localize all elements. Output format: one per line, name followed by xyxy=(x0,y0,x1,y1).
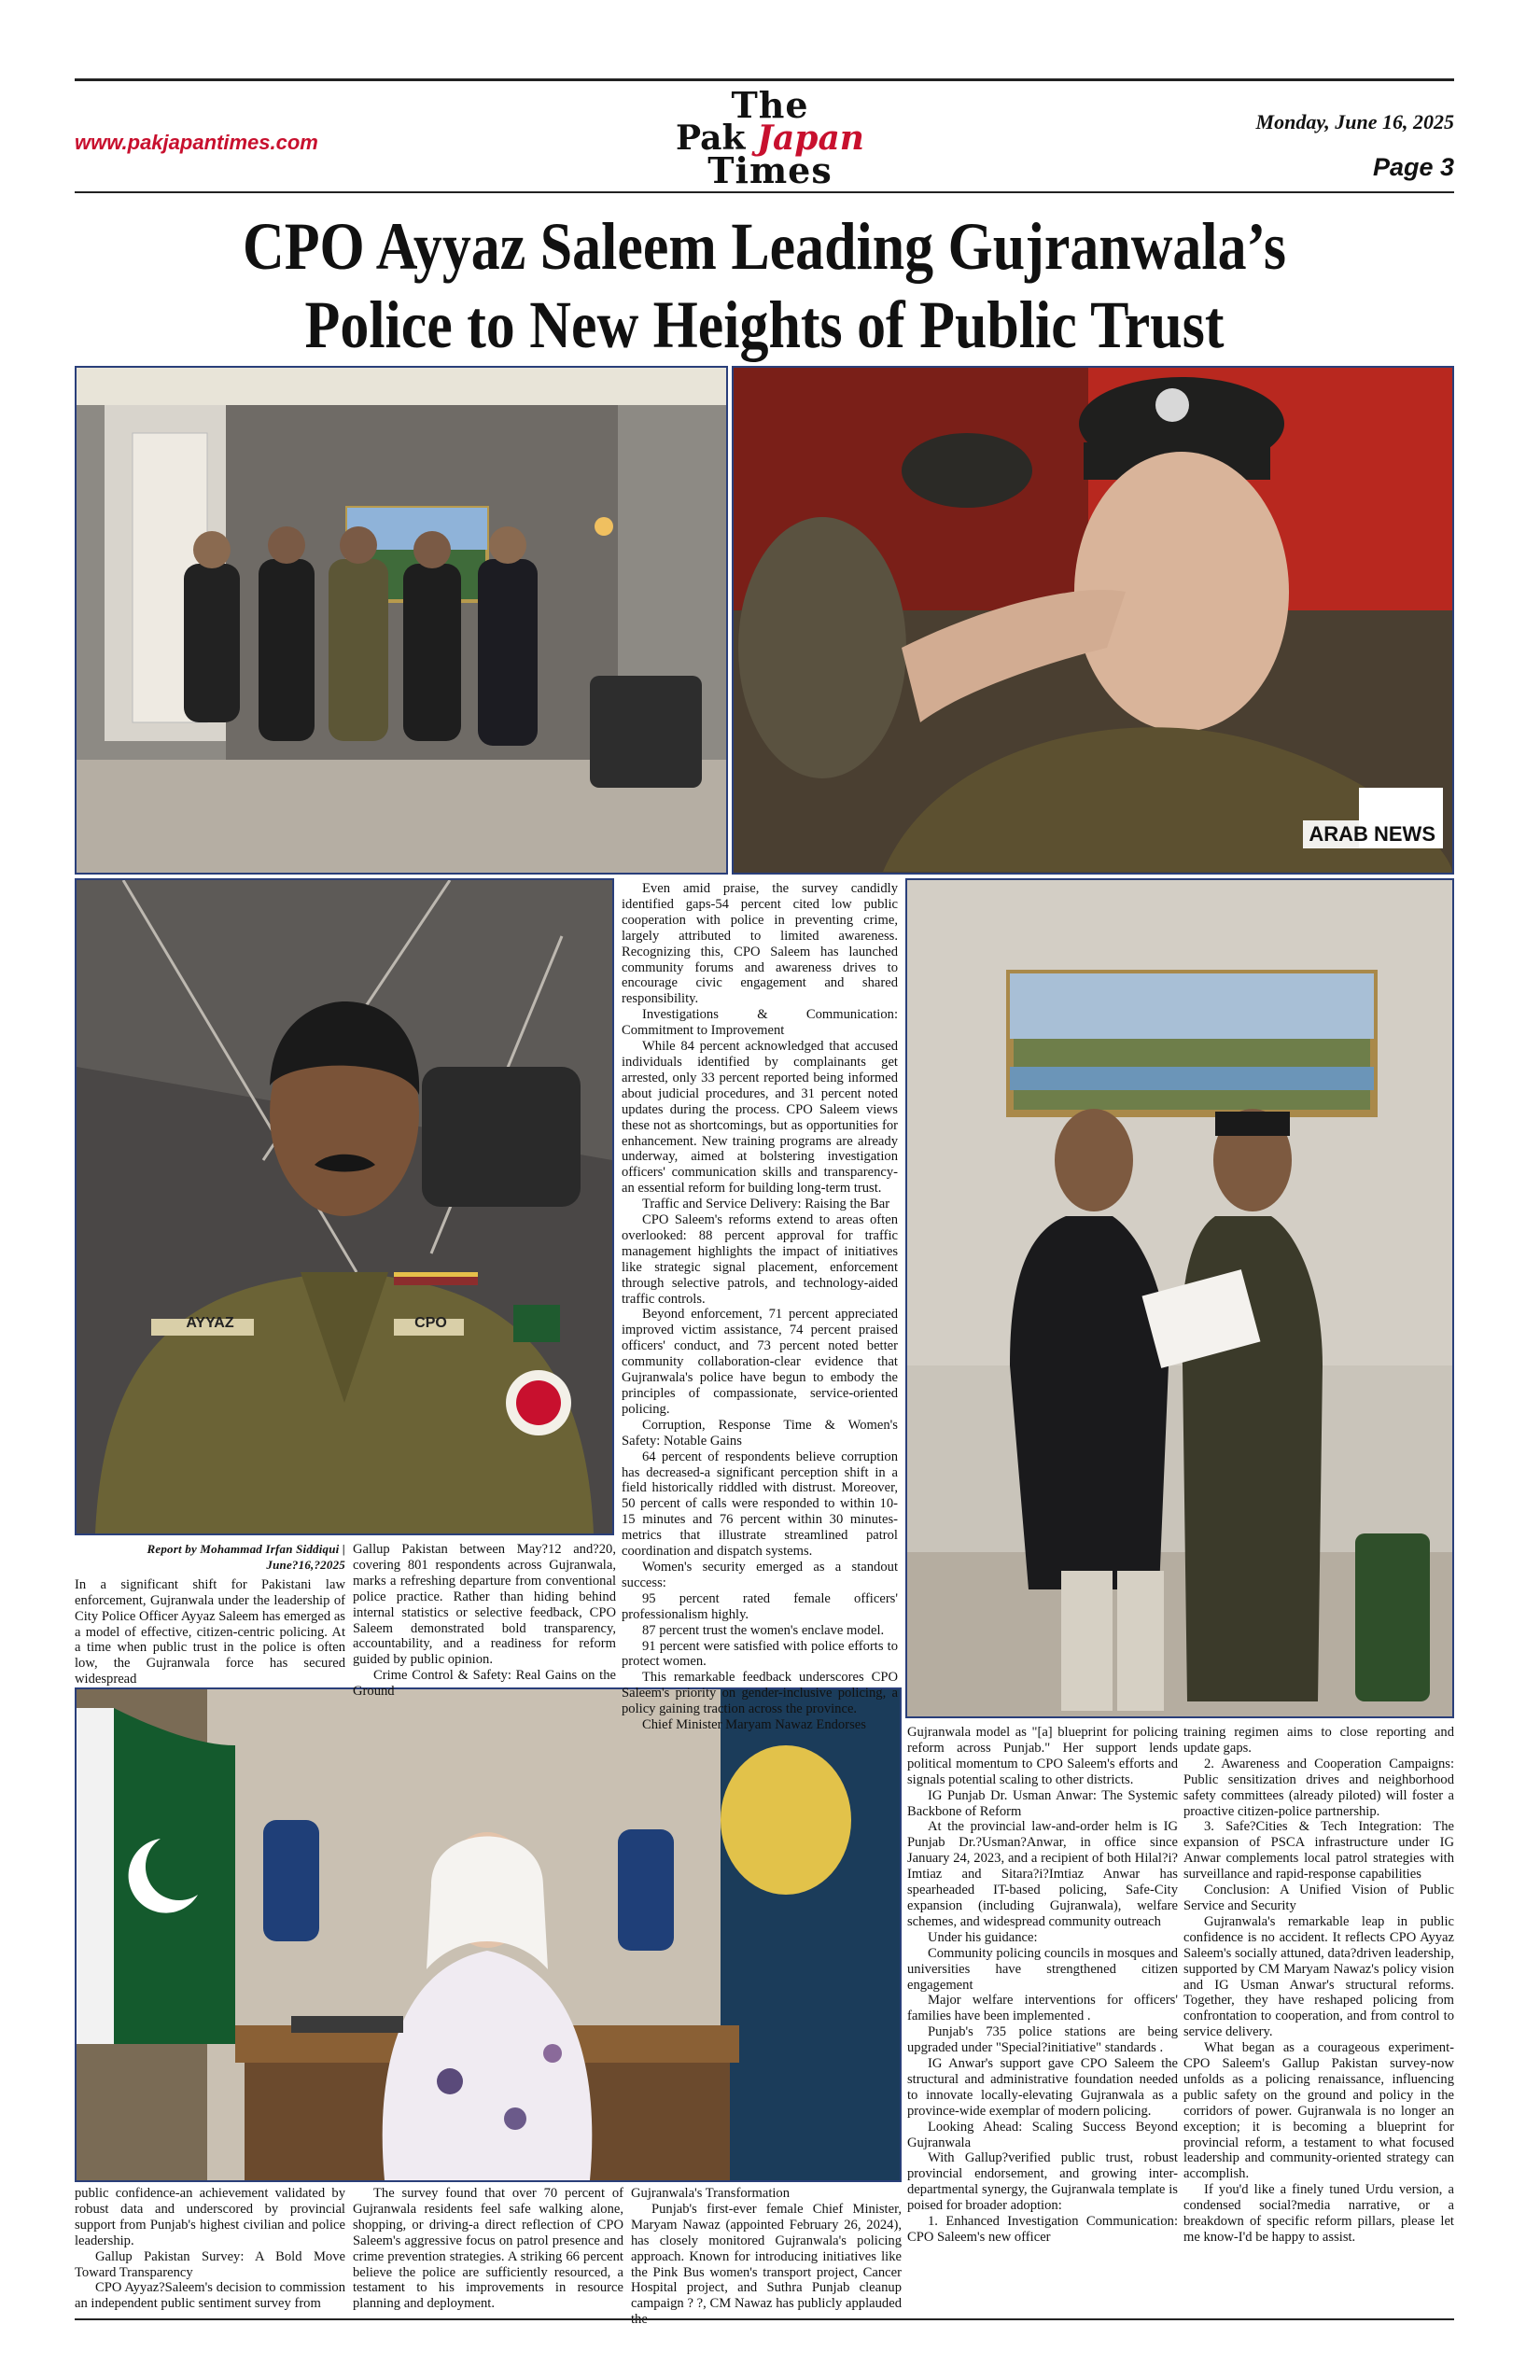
paragraph: training regimen aims to close reporting and update gaps. xyxy=(1183,1725,1454,1756)
paragraph: Gujranwala's remarkable leap in public confidence is no accident. It reflects CPO Ayyaz Saleem's socially attuned, data?driven leadership, supported by CM Maryam Nawaz's policy vision and IG Usman Anwar's structural reforms. Together, they have reshaped policing from confrontation to cooperation, and from control to service delivery. xyxy=(1183,1913,1454,2040)
subheading: Conclusion: A Unified Vision of Public Service and Security xyxy=(1183,1883,1454,1913)
paragraph: Women's security emerged as a standout success: xyxy=(622,1559,898,1590)
issue-date: Monday, June 16, 2025 xyxy=(1255,110,1454,133)
paragraph: 95 percent rated female officers' professionalism highly. xyxy=(622,1590,898,1622)
paragraph: The survey found that over 70 percent of Gujranwala residents feel safe walking alone, shopping, or driving-a direct reflection of CPO Saleem's aggressive focus on patrol presence and crime prevention strategies. A striking 66 percent believe the police are sufficiently resourced, a testament to his improvements in resource planning and deployment. xyxy=(353,2186,623,2312)
officer-salute-photo xyxy=(732,366,1454,875)
paragraph: What began as a courageous experiment-CPO Saleem's Gallup Pakistan survey-now unfolds as a policing renaissance, influencing public safety on the ground and policy in the corridors of power. Gujranwala is no longer an exception; it is becoming a blueprint for provincial reform, a testament to what focused leadership and community-oriented strategy can accomplish. xyxy=(1183,2040,1454,2182)
paragraph: Gujranwala model as "[a] blueprint for policing reform across Punjab." Her support lends political momentum to CPO Saleem's efforts and signals potential scaling to other districts. xyxy=(907,1725,1178,1787)
logo-line-3: Times xyxy=(707,149,833,191)
paragraph: Punjab's first-ever female Chief Minister, Maryam Nawaz (appointed February 26, 2024), has closely monitored Gujranwala's policing approach. Known for introducing initiatives like the Pink Bus women's transport project, Cancer Hospital project, and Suthra Punjab cleanup campaign ? ?, CM Nawaz has publicly applauded xyxy=(631,2201,902,2312)
portrait-rank-tag: CPO xyxy=(414,1315,447,1331)
article-column-6 xyxy=(75,2186,345,2312)
paragraph: IG Anwar's support gave CPO Saleem the structural and administrative foundation needed to innovate locally-elevating Gujranwala as a province-wide exemplar of modern policing. xyxy=(907,2056,1178,2119)
paragraph: This remarkable feedback underscores CPO Saleem's priority on gender-inclusive policing, a policy gaining traction across the province. xyxy=(622,1670,898,1717)
paragraph: public confidence-an achievement validated by robust data and underscored by provincial support from Punjab's highest civilian and police leadership. xyxy=(75,2186,345,2248)
byline-author: Report by Mohammad Irfan Siddiqui | xyxy=(147,1542,345,1556)
article-column-7 xyxy=(353,2186,623,2312)
headline-line-2: Police to New Heights of Public Trust xyxy=(304,287,1225,362)
cpo-portrait-photo xyxy=(75,878,614,1535)
document-handover-photo xyxy=(905,878,1454,1718)
paragraph: 2. Awareness and Cooperation Campaigns: Public sensitization drives and neighborhood safety committees (already piloted) will foster a proactive citizen-police partnership. xyxy=(1183,1756,1454,1819)
byline-date: June?16,?2025 xyxy=(266,1557,345,1572)
paragraph: 1. Enhanced Investigation Communication: CPO Saleem's new officer xyxy=(907,2214,1178,2245)
paragraph: If you'd like a finely tuned Urdu version, a condensed social?media narrative, or a breakdown of specific reform pillars, please let me know-I'd be happy to assist. xyxy=(1183,2182,1454,2245)
subheading: Traffic and Service Delivery: Raising the Bar xyxy=(642,1197,890,1212)
subheading: Looking Ahead: Scaling Success Beyond Gujranwala xyxy=(907,2119,1178,2150)
subheading: Gujranwala's Transformation xyxy=(631,2186,791,2201)
headline-line-1: CPO Ayyaz Saleem Leading Gujranwala’s xyxy=(242,209,1286,284)
bottom-rule xyxy=(75,2318,1454,2320)
paragraph: 91 percent were satisfied with police efforts to protect women. xyxy=(622,1638,898,1670)
paragraph: Gallup Pakistan between May?12 and?20, covering 801 respondents across Gujranwala, marks a refreshing departure from conventional police practice. Rather than hiding behind internal statistics or selective feedback, CPO Saleem demonstrated bold transparency, accountability, and a readiness for reform guided by public opinion. xyxy=(353,1542,616,1668)
article-column-5 xyxy=(1183,1725,1454,2303)
paragraph: At the provincial law-and-order helm is IG Punjab Dr.?Usman?Anwar, in office since January 24, 2023, and a recipient of both Hilal?i?Imtiaz and Sitara?i?Imtiaz Anwar has spearheaded IT-based policing, Safe-City expansion (including Gujranwala), welfare schemes, and widespread community outreach xyxy=(907,1819,1178,1929)
chief-minister-office-photo xyxy=(75,1687,902,2182)
paragraph: Beyond enforcement, 71 percent appreciated improved victim assistance, 74 percent praised officers' conduct, and 73 percent noted better community collaboration-clear evidence that Gujranwala's police have begun to embody the principles of compassionate, service-oriented policing. xyxy=(622,1307,898,1417)
paragraph: Under his guidance: xyxy=(928,1929,1038,1945)
article-column-8 xyxy=(631,2186,902,2312)
paragraph: Major welfare interventions for officers' families have been implemented . xyxy=(907,1993,1178,2024)
article-column-3 xyxy=(622,881,898,1733)
subheading: IG Punjab Dr. Usman Anwar: The Systemic Backbone of Reform xyxy=(907,1787,1178,1819)
arab-news-watermark: ARAB NEWS xyxy=(1303,820,1441,848)
byline xyxy=(75,1542,345,1574)
logo-word-japan: Japan xyxy=(756,119,864,158)
paragraph: Even amid praise, the survey candidly identified gaps-54 percent cited low public cooperation with police in preventing crime, largely attributed to limited awareness. Recognizing this, CPO Saleem has launched community forums and awareness drives to encourage civic engagement and shared responsibility. xyxy=(622,881,898,1007)
portrait-name-tag: AYYAZ xyxy=(186,1315,234,1331)
subheading: Investigations & Communication: Commitment to Improvement xyxy=(622,1007,898,1039)
paragraph: With Gallup?verified public trust, robust provincial endorsement, and growing inter-departmental synergy, the Gujranwala template is poised for broader adoption: xyxy=(907,2150,1178,2214)
paragraph: Punjab's 735 police stations are being upgraded under "Special?initiative" standards . xyxy=(907,2024,1178,2056)
article-column-2 xyxy=(353,1542,616,1700)
subheading: Corruption, Response Time & Women's Safety: Notable Gains xyxy=(622,1417,898,1449)
paragraph: Chief Minister Maryam Nawaz Endorses xyxy=(642,1717,866,1733)
header-rule xyxy=(75,191,1454,193)
paragraph: 87 percent trust the women's enclave model. xyxy=(642,1622,885,1638)
headline xyxy=(171,207,1357,364)
page-number: Page 3 xyxy=(1372,153,1454,181)
paragraph: While 84 percent acknowledged that accused individuals identified by complainants get arrested, only 33 percent reported being informed about judicial procedures, and 31 percent noted updates during the process. CPO Saleem views these not as shortcomings, but as opportunities for enhancement. New training programs are already underway, aimed at bolstering investigation officers' communication skills and transparency-an essential reform for building long-term trust. xyxy=(622,1039,898,1197)
article-column-4 xyxy=(907,1725,1178,2303)
top-rule xyxy=(75,78,1454,81)
masthead-logo xyxy=(597,84,943,191)
subheading: Crime Control & Safety: Real Gains on the Ground xyxy=(353,1668,616,1700)
group-meeting-photo xyxy=(75,366,728,875)
paragraph: Community policing councils in mosques and universities have strengthened citizen engagement xyxy=(907,1945,1178,1993)
website-url[interactable]: www.pakjapantimes.com xyxy=(75,131,318,154)
paragraph: CPO Saleem's reforms extend to areas often overlooked: 88 percent approval for traffic management highlights the impact of initiatives like strategic signal placement, enforcement through selective patrols, and technology-aided traffic controls. xyxy=(622,1212,898,1307)
paragraph: CPO Ayyaz?Saleem's decision to commission an independent public sentiment survey from xyxy=(75,2280,345,2312)
paragraph: In a significant shift for Pakistani law enforcement, Gujranwala under the leadership of City Police Officer Ayyaz Saleem has emerged as a model of effective, citizen-centric policing. At a time when public trust in the police is often low, the Gujranwala force has secured widespread xyxy=(75,1576,345,1687)
subheading: Gallup Pakistan Survey: A Bold Move Toward Transparency xyxy=(75,2248,345,2280)
article-column-1 xyxy=(75,1542,345,1687)
logo-word-pak: Pak xyxy=(676,119,746,158)
paragraph: 3. Safe?Cities & Tech Integration: The expansion of PSCA infrastructure under IG Anwar complements local patrol strategies with surveillance and rapid-response capabilities xyxy=(1183,1819,1454,1883)
paragraph: 64 percent of respondents believe corruption has decreased-a significant perception shift in a field historically riddled with distrust. Moreover, 50 percent of calls were responded to within 10-15 minutes and 76 percent within 30 minutes-metrics that illustrate streamlined patrol coordination and dispatch systems. xyxy=(622,1449,898,1560)
logo-line-1: The xyxy=(731,84,809,126)
